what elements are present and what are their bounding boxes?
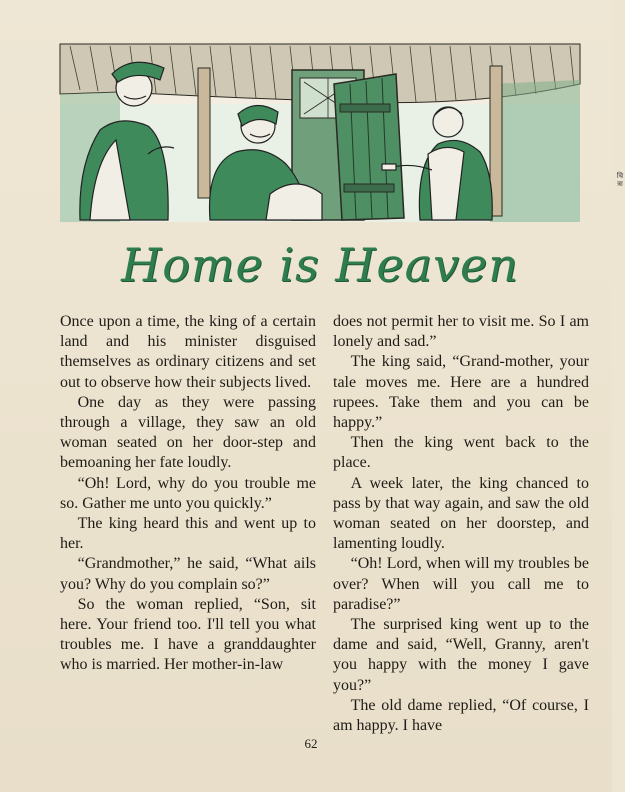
page-number: 62	[304, 736, 318, 751]
paragraph: One day as they were passing through a village, they saw an old woman seated on her door-step and bemoaning her fate loudly.	[60, 393, 316, 472]
right-column	[333, 312, 589, 736]
headline	[100, 232, 540, 298]
paragraph: The king said, “Grand-mother, your tale moves me. Here are a hundred rupees. Take them and you can be happy.”	[333, 353, 589, 432]
paragraph: “Oh! Lord, why do you trouble me so. Gather me unto you quickly.”	[60, 474, 316, 512]
paragraph: Then the king went back to the place.	[333, 434, 589, 472]
paragraph: The surprised king went up to the dame and said, “Well, Granny, aren't you happy with the money I gave you?”	[333, 616, 589, 694]
paragraph: The old dame replied, “Of course, I am happy. I have	[333, 696, 589, 735]
paragraph: Once upon a time, the king of a certain land and his minister disguised themselves as ordinary citizens and set out to observe how their subjects lived.	[60, 313, 316, 391]
paragraph: The king heard this and went up to her.	[60, 515, 316, 553]
paragraph: does not permit her to visit me. So I am lonely and sad.”	[333, 313, 589, 351]
artist-signature: चि त्रा	[616, 172, 624, 188]
paragraph: “Oh! Lord, when will my troubles be over? When will you call me to paradise?”	[333, 555, 589, 613]
left-column	[60, 312, 316, 676]
paragraph: So the woman replied, “Son, sit here. Your friend too. I'll tell you what troubles me. I have a granddaughter who is married. Her mother-in-law	[60, 595, 316, 674]
paragraph: “Grandmother,” he said, “What ails you? Why do you complain so?”	[60, 555, 316, 593]
headline-text: Home is Heaven	[121, 238, 519, 292]
story-illustration	[60, 44, 624, 222]
paragraph: A week later, the king chanced to pass by that way again, and saw the old woman seated on her doorstep, and lamenting loudly.	[333, 474, 589, 553]
story-illustration-icon	[60, 44, 580, 222]
